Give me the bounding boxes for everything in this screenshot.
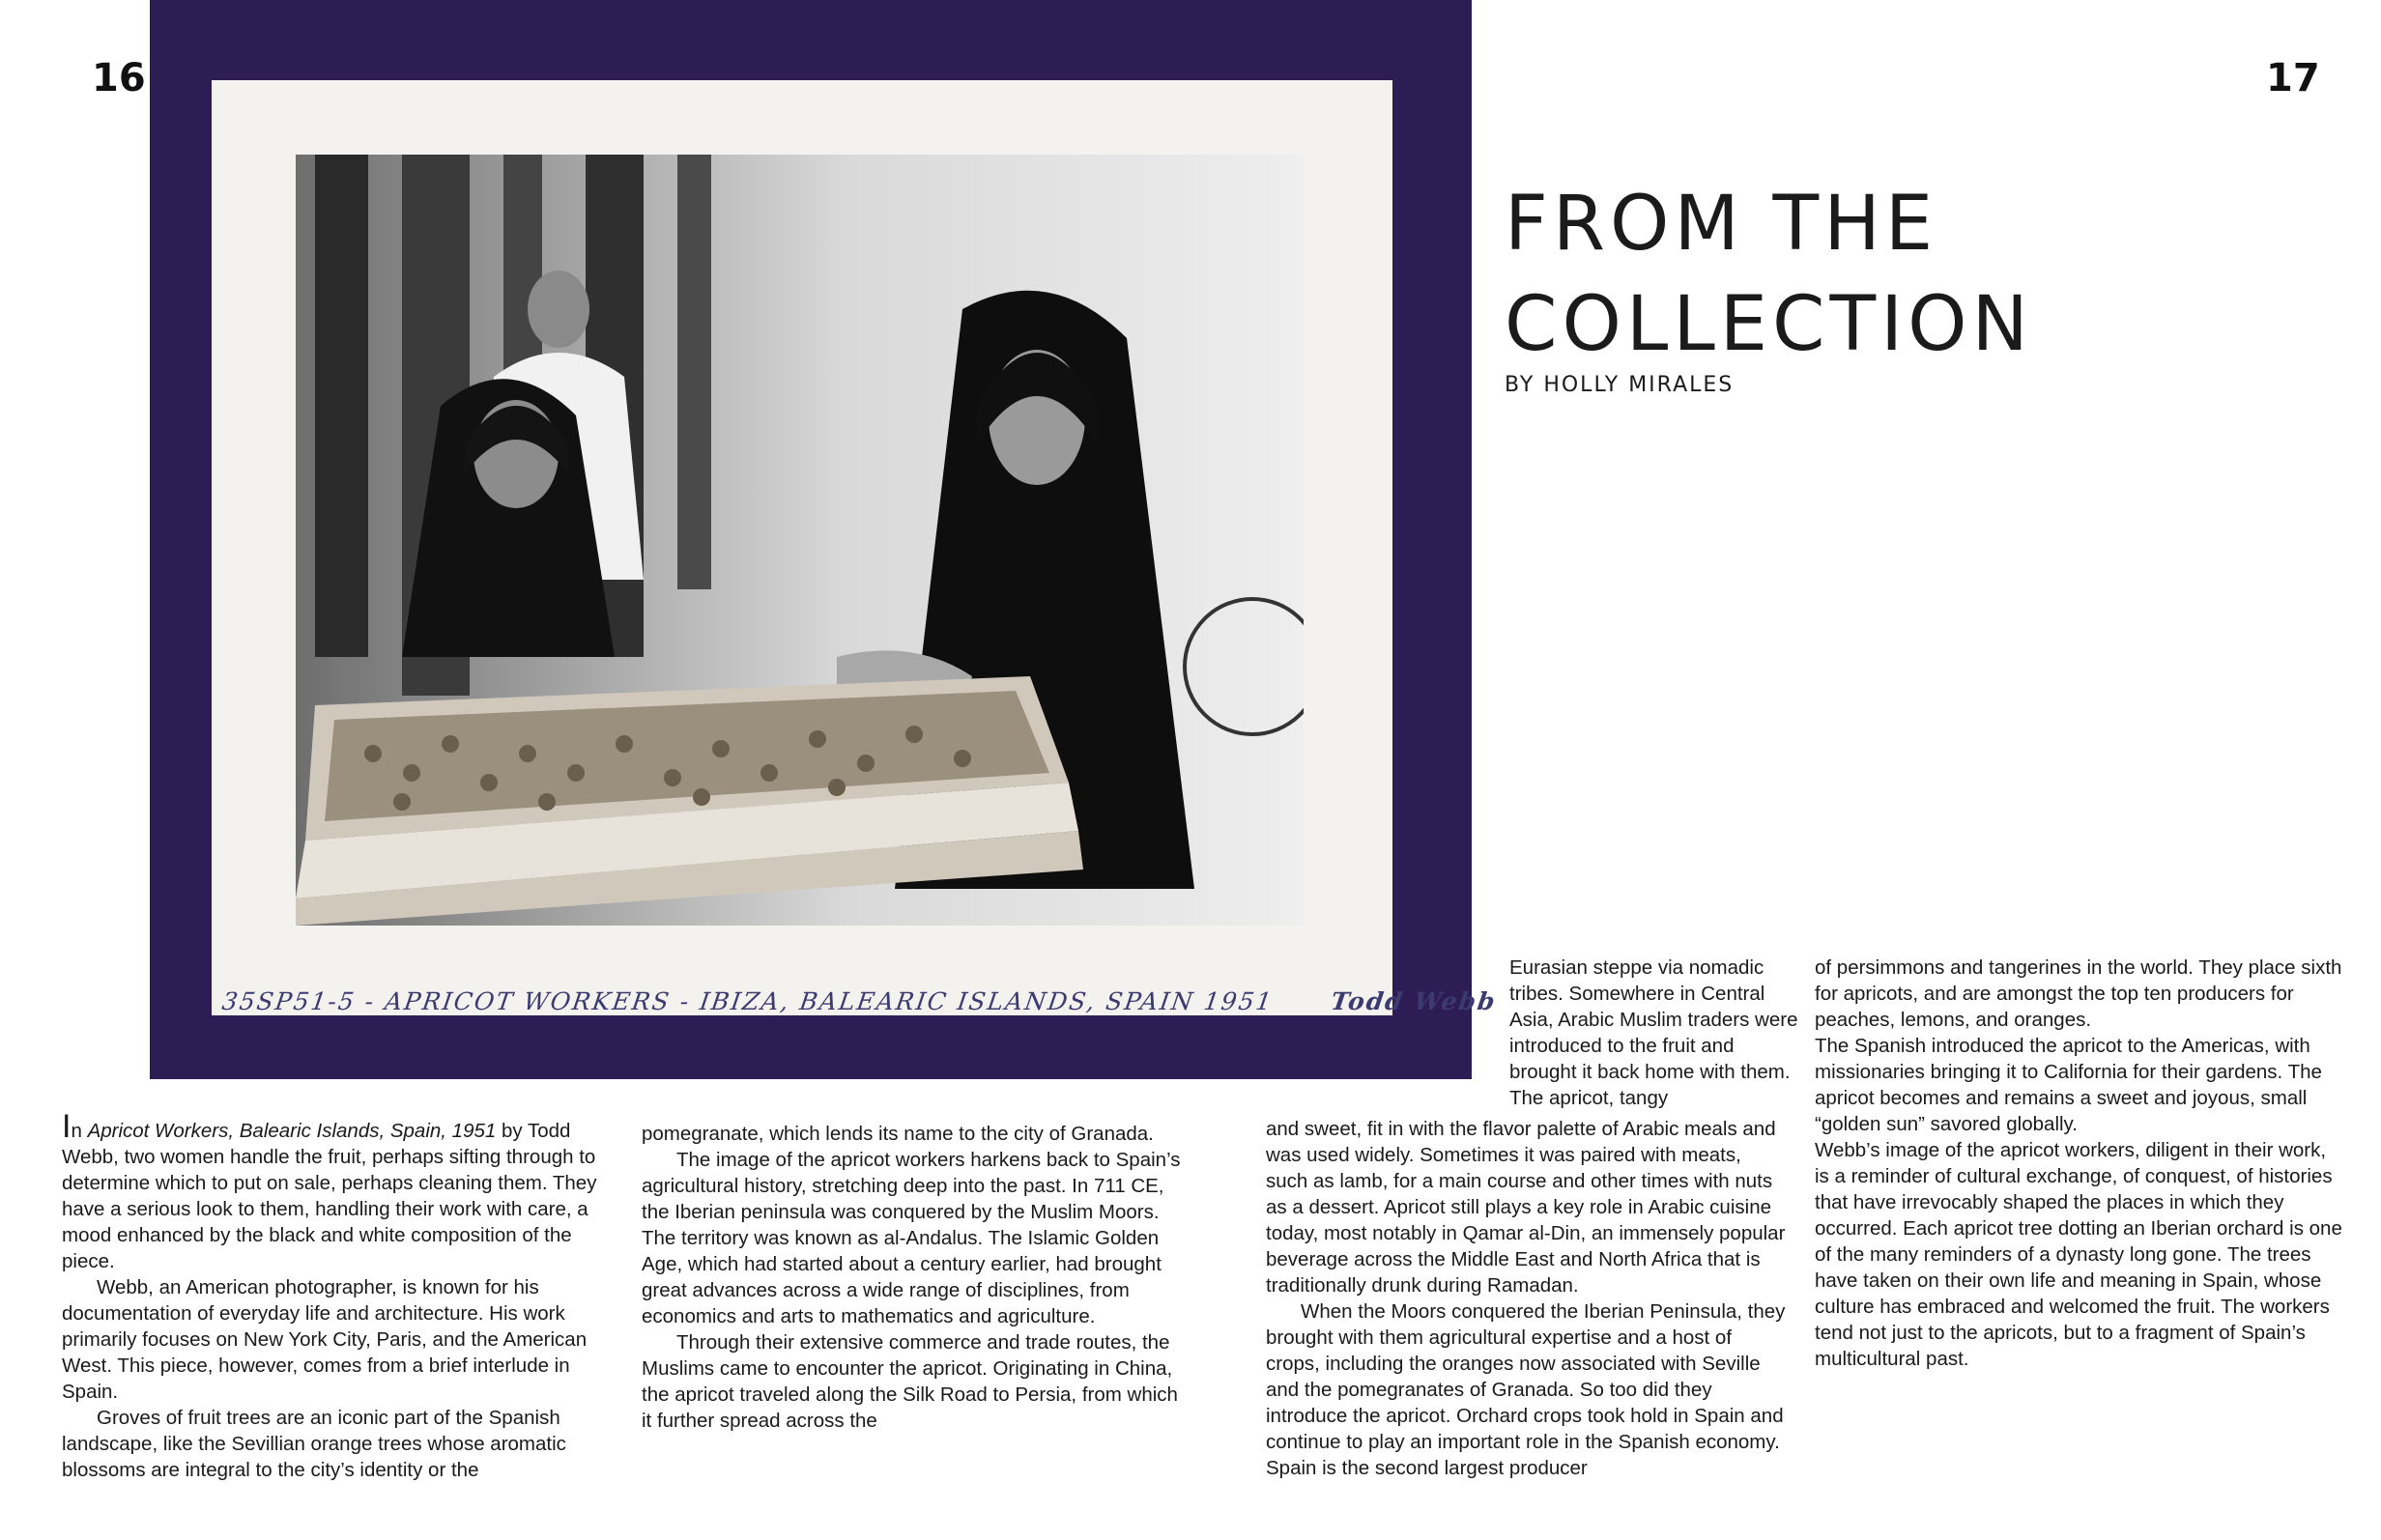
article-title	[1505, 174, 2033, 375]
title-line-2: COLLECTION	[1505, 281, 2033, 368]
article-column-3	[1266, 1116, 1788, 1481]
paragraph: Groves of fruit trees are an iconic part of the Spanish landscape, like the Sevillian orange trees whose aromatic blossoms are integral to the city’s identity or the	[62, 1407, 566, 1481]
paragraph: and sweet, fit in with the flavor palette of Arabic meals and was used widely. Sometimes it was paired with meats, such as lamb, for a main course and other times with nuts as a dessert. Apricot still plays a key role in Arabic cuisine today, most notably in Qamar al-Din, an immensely popular beverage across the Middle East and North Africa that is traditionally drunk during Ramadan.	[1266, 1118, 1786, 1297]
paragraph: Through their extensive commerce and trade routes, the Muslims came to encounter the apricot. Originating in China, the apricot traveled along the Silk Road to Persia, from which it further spread across the	[642, 1331, 1178, 1432]
photographer-signature: Todd Webb	[1329, 987, 1499, 1015]
article-column-4	[1815, 955, 2344, 1372]
page-number-left: 16	[92, 56, 146, 100]
drop-cap: I	[62, 1108, 72, 1145]
paragraph-text: by Todd Webb, two women handle the fruit, perhaps sifting through to determine which to put on sale, perhaps cleaning them. They have a serious look to them, handling their work with care, a mood enhanced by the black and white composition of the piece.	[62, 1120, 597, 1272]
paragraph: Webb’s image of the apricot workers, diligent in their work, is a reminder of cultural exchange, of conquest, of histories that have irrevocably shaped the places in which they occurred. Each apricot tree dotting an Iberian orchard is one of the many reminders of a dynasty long gone. The trees have taken on their own life and meaning in Spain, whose culture has embraced and welcomed the fruit. The workers tend not just to the apricots, but to a fragment of Spain’s multicultural past.	[1815, 1139, 2342, 1370]
photo-caption	[219, 987, 1499, 1015]
paragraph: The image of the apricot workers harkens back to Spain’s agricultural history, stretching deep into the past. In 711 CE, the Iberian peninsula was conquered by the Muslim Moors. The territory was known as al-Andalus. The Islamic Golden Age, which had started about a century earlier, had brought great advances across a wide range of disciplines, from economics and arts to mathematics and agriculture.	[642, 1149, 1181, 1327]
byline: BY HOLLY MIRALES	[1505, 373, 1735, 397]
paragraph: Webb, an American photographer, is known for his documentation of everyday life and architecture. His work primarily focuses on New York City, Paris, and the American West. This piece, however, comes from a brief interlude in Spain.	[62, 1276, 588, 1403]
paragraph-prefix: n	[71, 1120, 88, 1142]
paragraph: The Spanish introduced the apricot to the Americas, with missionaries bringing it to California for their gardens. The apricot becomes and remains a sweet and joyous, small “golden sun” savored globally.	[1815, 1035, 2322, 1135]
title-line-1: FROM THE	[1505, 181, 1938, 268]
paragraph	[62, 1108, 603, 1274]
artwork-title: Apricot Workers, Balearic Islands, Spain, 1951	[87, 1120, 497, 1142]
article-column-3-top	[1509, 955, 1799, 1111]
article-column-1	[62, 1108, 603, 1483]
paragraph: pomegranate, which lends its name to the city of Granada.	[642, 1123, 1154, 1145]
caption-text: 35SP51-5 - APRICOT WORKERS - IBIZA, BALEARIC ISLANDS, SPAIN 1951	[219, 987, 1276, 1015]
page-number-right: 17	[2266, 56, 2320, 100]
paragraph: Eurasian steppe via nomadic tribes. Somewhere in Central Asia, Arabic Muslim traders were introduced to the fruit and brought it back home with them. The apricot, tangy	[1509, 956, 1798, 1109]
paragraph: When the Moors conquered the Iberian Peninsula, they brought with them agricultural expertise and a host of crops, including the oranges now associated with Seville and the pomegranates of Granada. So too did they introduce the apricot. Orchard crops took hold in Spain and continue to play an important role in the Spanish economy. Spain is the second largest producer	[1266, 1300, 1786, 1479]
article-column-2	[642, 1121, 1183, 1434]
apricot-workers-photo	[296, 155, 1304, 926]
paragraph: of persimmons and tangerines in the world. They place sixth for apricots, and are amongst the top ten producers for peaches, lemons, and oranges.	[1815, 956, 2342, 1031]
